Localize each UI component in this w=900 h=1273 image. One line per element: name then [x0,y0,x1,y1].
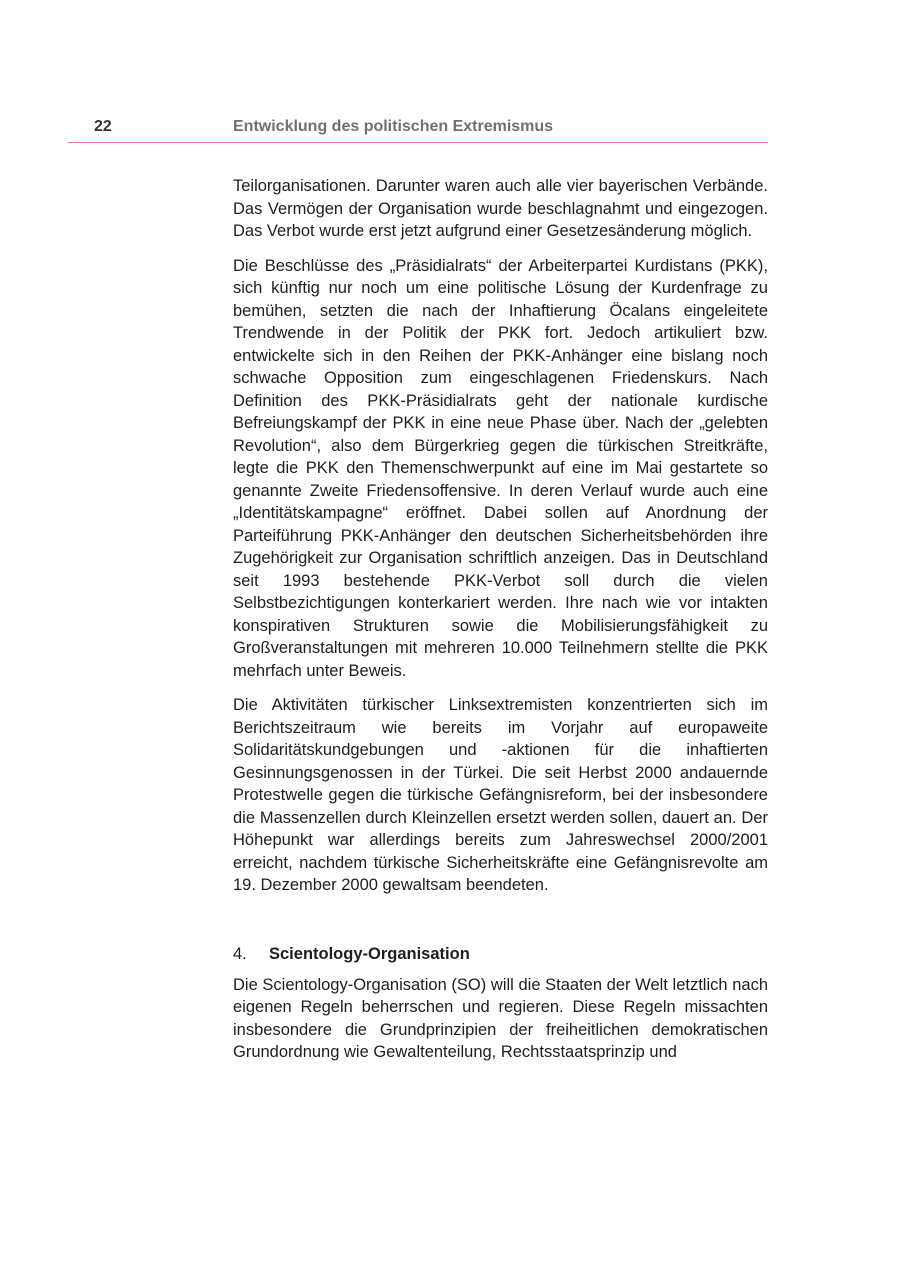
paragraph-linksextremisten: Die Aktivitäten türkischer Linksextremisten konzentrierten sich im Berichtszeitraum wie bereits im Vorjahr auf europaweite Solidaritätskundgebungen und -aktionen für die inhaftierten Gesinnungsgenossen in der Türkei. Die seit Herbst 2000 andauernde Protestwelle gegen die türkische Gefängnisreform, bei der insbesondere die Massenzellen durch Kleinzellen ersetzt werden sollen, dauert an. Der Höhepunkt war allerdings bereits zum Jahreswechsel 2000/2001 erreicht, nachdem türkische Sicherheitskräfte eine Gefängnisrevolte am 19. Dezember 2000 gewaltsam beendeten. [233,696,768,894]
running-title: Entwicklung des politischen Extremismus [233,118,554,135]
section-number: 4. [233,944,247,963]
page-number: 22 [94,118,112,135]
paragraph-verbot: Teilorganisationen. Darunter waren auch alle vier bayerischen Verbände. Das Vermögen der Organisation wurde beschlagnahmt und eingezogen. Das Verbot wurde erst jetzt aufgrund einer Gesetzesänderung möglich. [233,177,768,240]
section-heading [233,943,768,965]
running-header [68,116,768,143]
body-text [233,175,768,1076]
paragraph-scientology: Die Scientology-Organisation (SO) will die Staaten der Welt letztlich nach eigenen Regeln beherrschen und regieren. Diese Regeln missachten insbesondere die Grundprinzipien der freiheitlichen demokratischen Grundordnung wie Gewaltenteilung, Rechtsstaatsprinzip und [233,975,768,1061]
paragraph-pkk: Die Beschlüsse des „Präsidialrats“ der Arbeiterpartei Kurdistans (PKK), sich künftig nur noch um eine politische Lösung der Kurdenfrage zu bemühen, setzten die nach der Inhaftierung Öcalans eingeleitete Trendwende in der Politik der PKK fort. Jedoch artikuliert bzw. entwickelte sich in den Reihen der PKK-Anhänger eine bislang noch schwache Opposition zum eingeschlagenen Friedenskurs. Nach Definition des PKK-Präsidialrats geht der nationale kurdische Befreiungskampf der PKK in eine neue Phase über. Nach der „gelebten Revolution“, also dem Bürgerkrieg gegen die türkischen Streitkräfte, legte die PKK den Themenschwerpunkt auf eine im Mai gestartete so genannte Zweite Friedensoffensive. In deren Verlauf wurde auch eine „Identitätskampagne“ eröffnet. Dabei sollen auf Anordnung der Parteiführung PKK-Anhänger den deutschen Sicherheitsbehörden ihre Zugehörigkeit zur Organisation schriftlich anzeigen. Das in Deutschland seit 1993 bestehende PKK-Verbot soll durch die vielen Selbstbezichtigungen konterkariert werden. Ihre nach wie vor intakten konspirativen Strukturen sowie die Mobilisierungsfähigkeit zu Großveranstaltungen mit mehreren 10.000 Teilnehmern stellte die PKK mehrfach unter Beweis. [233,256,768,680]
section-title: Scientology-Organisation [269,944,470,963]
